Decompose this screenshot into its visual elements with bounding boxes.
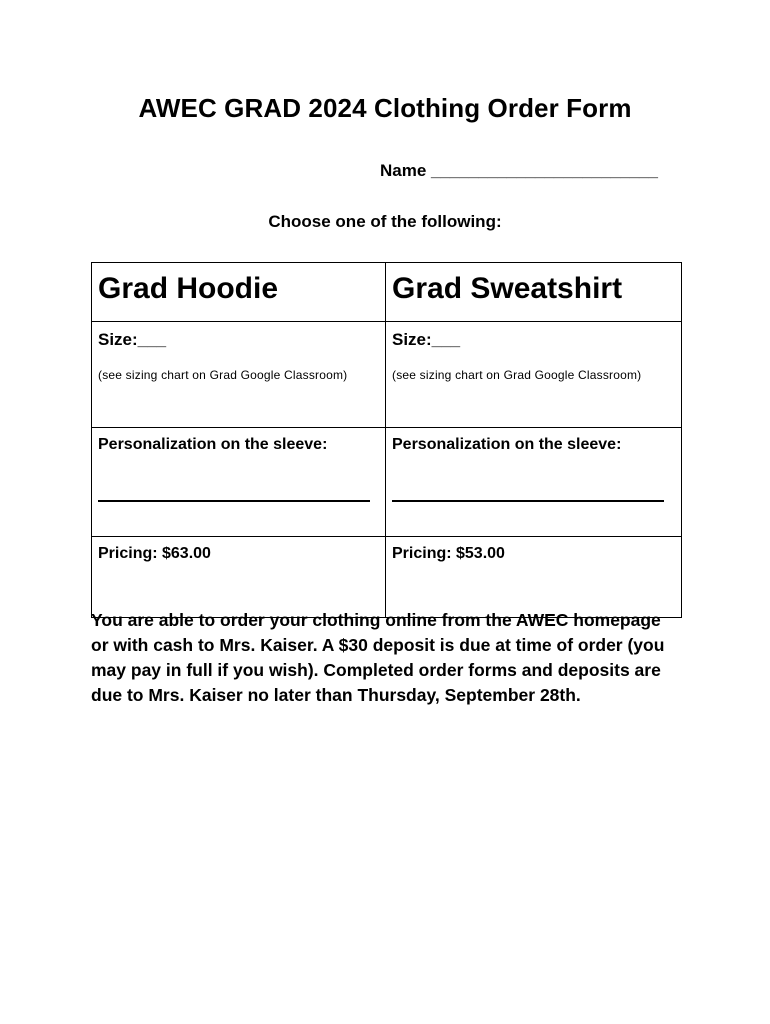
sweatshirt-size-note: (see sizing chart on Grad Google Classroom) — [392, 368, 642, 382]
form-title: AWEC GRAD 2024 Clothing Order Form — [138, 93, 632, 123]
name-field[interactable]: Name ________________________ — [380, 161, 658, 180]
hoodie-size-note: (see sizing chart on Grad Google Classroom) — [98, 368, 348, 382]
hoodie-option-heading[interactable]: Grad Hoodie — [92, 263, 386, 322]
hoodie-personalization-label: Personalization on the sleeve: — [98, 436, 328, 453]
table-row — [92, 322, 682, 428]
hoodie-size-field[interactable]: Size:___ — [98, 330, 167, 349]
sweatshirt-pricing-cell — [386, 537, 682, 618]
hoodie-personalization-cell — [92, 428, 386, 537]
clothing-options-table — [91, 262, 682, 618]
table-row — [92, 428, 682, 537]
table-row — [92, 537, 682, 618]
sweatshirt-option-heading[interactable]: Grad Sweatshirt — [386, 263, 682, 322]
sweatshirt-personalization-cell — [386, 428, 682, 537]
hoodie-pricing-cell — [92, 537, 386, 618]
table-row — [92, 263, 682, 322]
sweatshirt-pricing: Pricing: $53.00 — [392, 545, 505, 562]
hoodie-personalization-line[interactable] — [98, 478, 370, 502]
sweatshirt-personalization-line[interactable] — [392, 478, 664, 502]
sweatshirt-personalization-label: Personalization on the sleeve: — [392, 436, 622, 453]
sweatshirt-size-cell — [386, 322, 682, 428]
sweatshirt-size-field[interactable]: Size:___ — [392, 330, 461, 349]
choice-instruction: Choose one of the following: — [268, 212, 502, 231]
hoodie-pricing: Pricing: $63.00 — [98, 545, 211, 562]
order-instructions: You are able to order your clothing online from the AWEC homepage or with cash to Mrs. Kaiser. A $30 deposit is due at time of order (you may pay in full if you wish). Completed order forms and deposits are due to Mrs. Kaiser no later than Thursday, September 28th. — [91, 610, 665, 705]
hoodie-size-cell — [92, 322, 386, 428]
